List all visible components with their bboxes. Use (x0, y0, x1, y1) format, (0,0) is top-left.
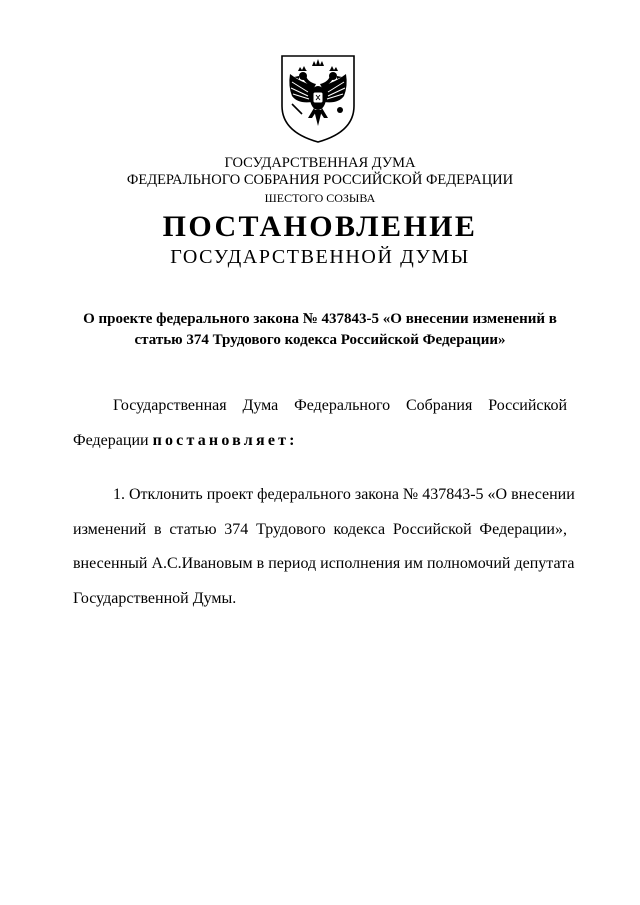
header-line-assembly: ФЕДЕРАЛЬНОГО СОБРАНИЯ РОССИЙСКОЙ ФЕДЕРАЦИИ (126, 172, 514, 188)
preamble-line-2 (73, 424, 567, 459)
clause-line: внесенный А.С.Ивановым в период исполнения им полномочий депутата (73, 555, 575, 572)
double-headed-eagle-icon (278, 52, 358, 144)
document-subject (60, 309, 580, 351)
clause-line: изменений в статью 374 Трудового кодекса Российской Федерации», (73, 520, 567, 538)
document-title: ПОСТАНОВЛЕНИЕ (162, 210, 478, 243)
header-line-duma: ГОСУДАРСТВЕННАЯ ДУМА (224, 155, 416, 171)
state-emblem (278, 52, 358, 144)
preamble-word: Государственная (113, 397, 227, 414)
subject-line: О проекте федерального закона № 437843-5 «О внесении изменений в (83, 311, 557, 327)
preamble-paragraph (73, 389, 567, 458)
preamble-word: Российской (488, 397, 568, 414)
preamble-word: Собрания (405, 397, 473, 414)
subject-line: статью 374 Трудового кодекса Российской Федерации» (134, 332, 506, 348)
clause-line: Государственной Думы. (73, 589, 237, 607)
preamble-word: Федерации (73, 431, 149, 449)
document-subtitle: ГОСУДАРСТВЕННОЙ ДУМЫ (170, 246, 470, 268)
decree-word: постановляет: (152, 431, 298, 449)
clause-line: 1. Отклонить проект федерального закона № 437843-5 «О внесении (113, 486, 575, 503)
header-line-convocation: ШЕСТОГО СОЗЫВА (264, 191, 376, 205)
preamble-word: Федерального (294, 397, 391, 414)
preamble-word: Дума (242, 397, 279, 414)
clause-1-paragraph (73, 478, 575, 616)
preamble-line-1 (73, 389, 567, 424)
